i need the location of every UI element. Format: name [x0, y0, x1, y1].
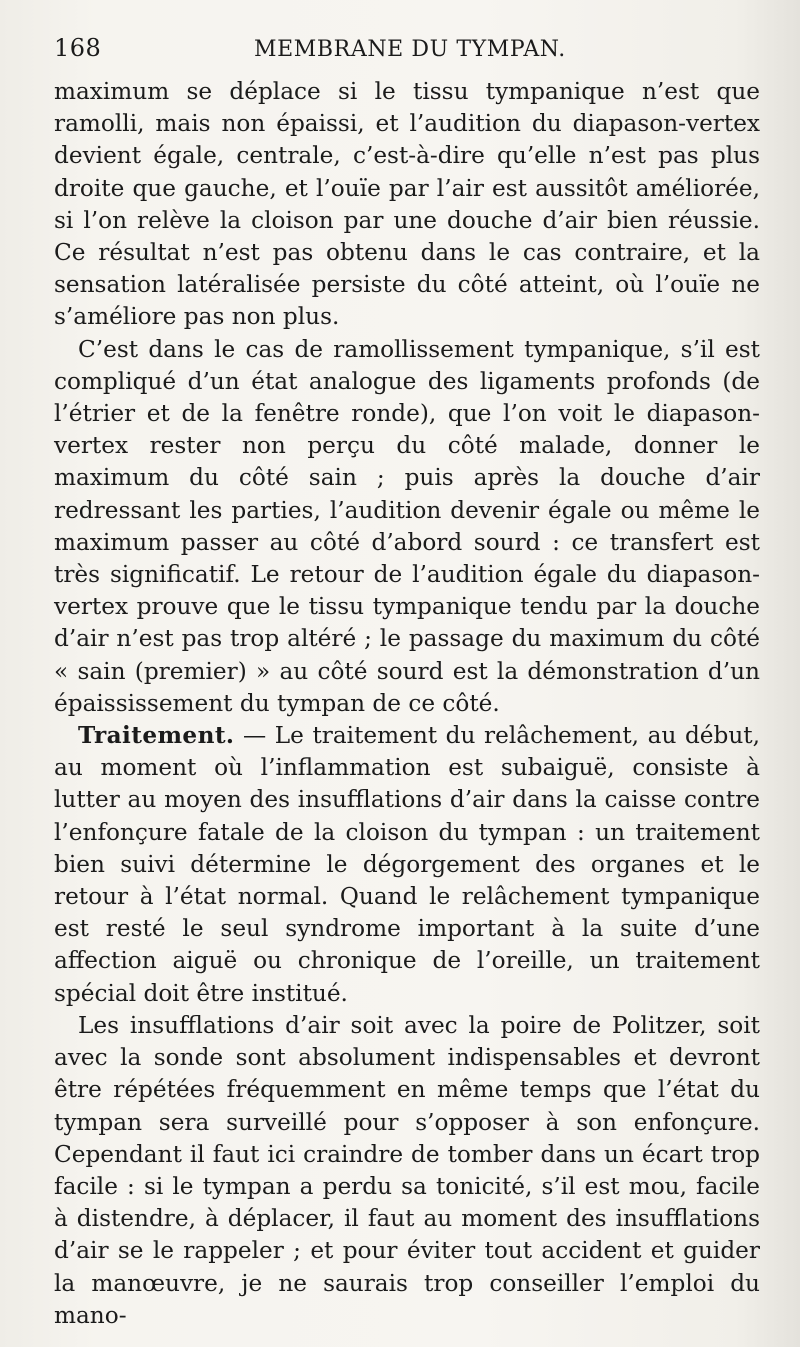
paragraph	[54, 1010, 760, 1332]
running-head: MEMBRANE DU TYMPAN.	[254, 37, 566, 62]
paragraph	[54, 76, 760, 334]
paragraph-text: maximum se déplace si le tissu tympanique n’est que ramolli, mais non épaissi, et l’audition du diapason-vertex devient égale, centrale, c’est-à-dire qu’elle n’est pas plus droite que gauche, et l’ouïe par l’air est aussitôt améliorée, si l’on relève la cloison par une douche d’air bien réussie. Ce résultat n’est pas obtenu dans le cas contraire, et la sensation latéralisée persiste du côté atteint, où l’ouïe ne s’améliore pas non plus.	[54, 78, 760, 331]
paragraph-text: — Le traitement du relâchement, au début, au moment où l’inflammation est subaiguë, consiste à lutter au moyen des insufflations d’air dans la caisse contre l’enfonçure fatale de la cloison du tympan : un traitement bien suivi détermine le dégorgement des organes et le retour à l’état normal. Quand le relâchement tympanique est resté le seul syndrome important à la suite d’une affection aiguë ou chronique de l’oreille, un traitement spécial doit être institué.	[54, 722, 760, 1007]
page-header	[54, 34, 760, 76]
paragraph	[54, 334, 760, 720]
paragraph-text: Les insufflations d’air soit avec la poire de Politzer, soit avec la sonde sont absolument indispensables et devront être répétées fréquemment en même temps que l’état du tympan sera surveillé pour s’opposer à son enfonçure. Cependant il faut ici craindre de tomber dans un écart trop facile : si le tympan a perdu sa tonicité, s’il est mou, facile à distendre, à déplacer, il faut au moment des insufflations d’air se le rappeler ; et pour éviter tout accident et guider la manœuvre, je ne saurais trop conseiller l’emploi du mano-	[54, 1011, 760, 1329]
section-heading: Traitement.	[78, 722, 235, 750]
body-text	[54, 76, 760, 1332]
paragraph	[54, 720, 760, 1010]
paragraph-text: C’est dans le cas de ramollissement tympanique, s’il est compliqué d’un état analogue des ligaments profonds (de l’étrier et de la fenêtre ronde), que l’on voit le diapason-vertex rester non perçu du côté malade, donner le maximum du côté sain ; puis après la douche d’air redressant les parties, l’audition devenir égale ou même le maximum passer au côté d’abord sourd : ce transfert est très significatif. Le retour de l’audition égale du diapason-vertex prouve que le tissu tympanique tendu par la douche d’air n’est pas trop altéré ; le passage du maximum du côté « sain (premier) » au côté sourd est la démonstration d’un épaississement du tympan de ce côté.	[54, 335, 760, 717]
page-number: 168	[54, 34, 102, 62]
